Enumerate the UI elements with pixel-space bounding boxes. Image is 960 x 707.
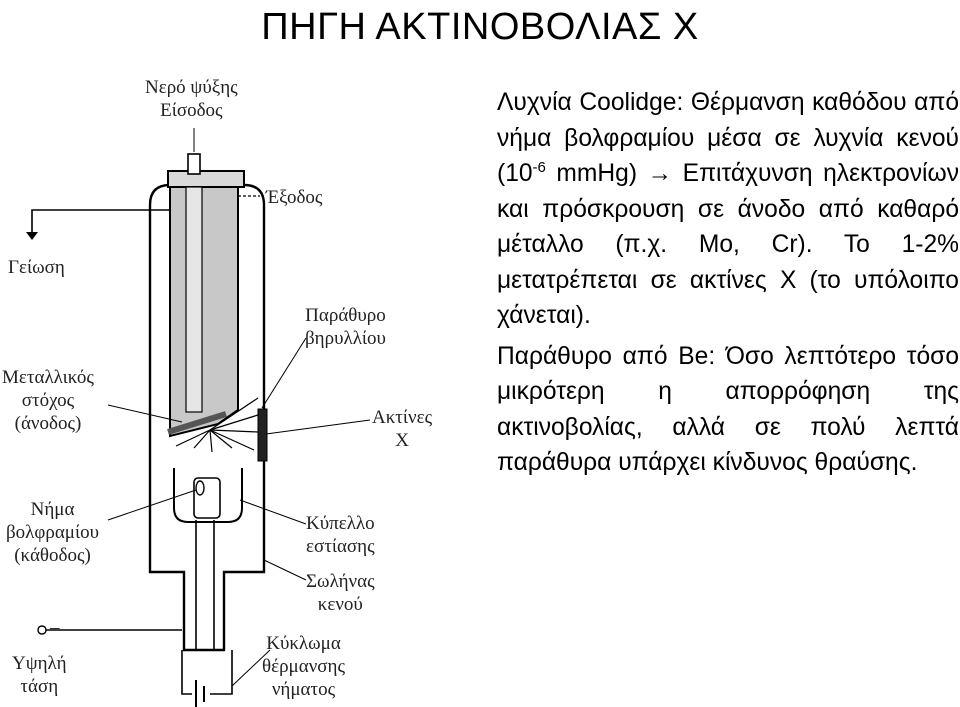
label-vacuum-tube: Σωλήνας κενού bbox=[306, 571, 375, 615]
paragraph-beryllium: Παράθυρο από Be: Όσο λεπτότερο τόσο μικρότερη η απορρόφηση της ακτινοβολίας, αλλά σε πολύ λεπτά παράθυρα υπάρχει κίνδυνος θραύσης. bbox=[497, 342, 959, 476]
arrow-icon: → bbox=[647, 160, 673, 187]
label-high-voltage: Υψηλή τάση bbox=[12, 653, 67, 697]
cathode-stem bbox=[194, 478, 220, 518]
leader-cup bbox=[240, 500, 306, 524]
leader-filament bbox=[108, 490, 196, 520]
page-title: ΠΗΓΗ ΑΚΤΙΝΟΒΟΛΙΑΣ Χ bbox=[261, 6, 699, 48]
ground-arrow bbox=[26, 232, 38, 240]
leader-xrays bbox=[266, 420, 370, 434]
heating-circuit bbox=[182, 650, 232, 694]
top-flange bbox=[168, 171, 244, 187]
leader-tube bbox=[264, 560, 306, 580]
label-heating-circuit: Κύκλωμα θέρμανσης νήματος bbox=[262, 633, 345, 700]
label-water-inlet: Νερό ψύξης Είσοδος bbox=[145, 77, 238, 121]
water-inlet-pipe bbox=[188, 154, 200, 174]
paragraph-coolidge: Λυχνία Coolidge: Θέρμανση καθόδου από νήμα βολφραμίου μέσα σε λυχνία κενού ($10^{-6}$ mmHg) → Επιτάχυνση ηλεκτρονίων και πρόσκρουση σε άνοδο από καθαρό μέταλλο (π.χ. Mo, Cr). Το 1-2% μετατρέπεται σε ακτίνες Χ (το υπόλοιπο χάνεται). bbox=[497, 89, 959, 329]
high-voltage-terminal bbox=[38, 626, 46, 634]
label-xrays: Ακτίνες X bbox=[372, 407, 433, 451]
coolidge-tube-diagram bbox=[0, 60, 480, 707]
label-tungsten-filament: Νήμα βολφραμίου (κάθοδος) bbox=[6, 499, 99, 566]
cooling-channel bbox=[186, 187, 202, 412]
label-water-outlet: Έξοδος bbox=[266, 187, 323, 208]
beryllium-window bbox=[258, 409, 267, 461]
label-ground: Γείωση bbox=[8, 257, 65, 278]
label-metal-target: Μεταλλικός στόχος (άνοδος) bbox=[2, 367, 94, 434]
label-minus: – bbox=[50, 617, 60, 638]
anode-body bbox=[170, 187, 238, 436]
label-beryllium-window: Παράθυρο βηρυλλίου bbox=[305, 305, 386, 349]
leader-window bbox=[262, 338, 306, 408]
label-focusing-cup: Κύπελλο εστίασης bbox=[306, 513, 375, 557]
description-text bbox=[497, 85, 959, 481]
